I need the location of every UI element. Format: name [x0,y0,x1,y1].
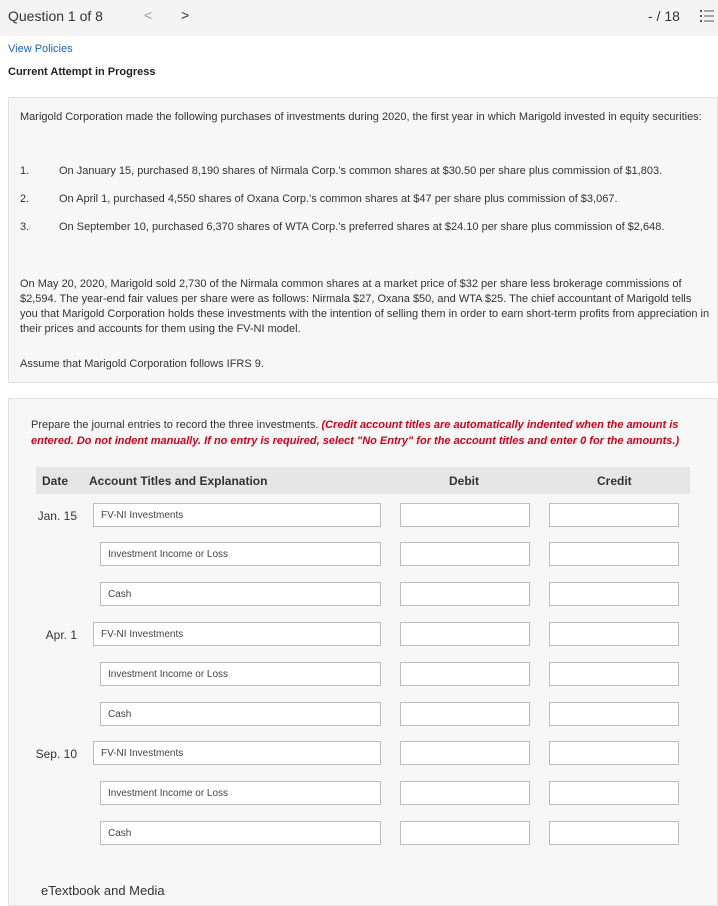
next-question-button[interactable]: > [181,7,190,23]
entry-date: Jan. 15 [37,509,77,523]
list-item-text: On April 1, purchased 4,550 shares of Oxana Corp.'s common shares at $47 per share plus commission of $3,067. [59,193,618,205]
problem-statement [8,97,718,383]
account-title-input[interactable]: FV-NI Investments [93,741,381,765]
problem-intro: Marigold Corporation made the following purchases of investments during 2020, the first year in which Marigold invested in equity securities: [20,111,702,123]
instruction-text: Prepare the journal entries to record the three investments. [31,419,319,431]
attempt-status: Current Attempt in Progress [8,66,156,78]
column-header-date: Date [42,474,69,488]
journal-entry-part [8,398,718,906]
view-policies-link[interactable]: View Policies [8,43,73,55]
credit-input[interactable] [549,622,679,646]
debit-input[interactable] [400,781,530,805]
credit-input[interactable] [549,741,679,765]
list-item-number: 3. [20,221,30,233]
debit-input[interactable] [400,582,530,606]
credit-input[interactable] [549,582,679,606]
list-item-number: 1. [20,165,30,177]
column-header-account: Account Titles and Explanation [89,474,268,488]
score-display: - / 18 [648,8,680,24]
list-icon[interactable] [700,8,714,24]
credit-input[interactable] [549,542,679,566]
problem-assumption: Assume that Marigold Corporation follows IFRS 9. [20,358,264,370]
debit-input[interactable] [400,741,530,765]
credit-input[interactable] [549,781,679,805]
account-title-input[interactable]: Investment Income or Loss [100,542,381,566]
account-title-input[interactable]: FV-NI Investments [93,622,381,646]
list-item-text: On September 10, purchased 6,370 shares of WTA Corp.'s preferred shares at $24.10 per share plus commission of $2,648. [59,221,665,233]
account-title-input[interactable]: Cash [100,582,381,606]
question-header [0,0,718,36]
account-title-input[interactable]: Investment Income or Loss [100,781,381,805]
column-header-credit: Credit [597,474,632,488]
debit-input[interactable] [400,662,530,686]
previous-question-button[interactable]: < [144,7,153,23]
debit-input[interactable] [400,622,530,646]
list-item-number: 2. [20,193,30,205]
debit-input[interactable] [400,542,530,566]
account-title-input[interactable]: FV-NI Investments [93,503,381,527]
question-counter: Question 1 of 8 [8,8,103,24]
part-instructions [31,417,701,449]
credit-input[interactable] [549,503,679,527]
entry-date: Sep. 10 [35,747,77,761]
debit-input[interactable] [400,821,530,845]
entry-date: Apr. 1 [45,628,77,642]
list-item-text: On January 15, purchased 8,190 shares of Nirmala Corp.'s common shares at $30.50 per share plus commission of $1,803. [59,165,663,177]
credit-input[interactable] [549,662,679,686]
account-title-input[interactable]: Investment Income or Loss [100,662,381,686]
column-header-debit: Debit [449,474,479,488]
etextbook-media-link[interactable]: eTextbook and Media [41,883,165,898]
instruction-note: (Credit account titles are automatically indented when the amount is entered. Do not indent manually. If no entry is required, select "No Entry" for the account titles and enter 0 for the amounts.) [31,419,680,447]
account-title-input[interactable]: Cash [100,702,381,726]
debit-input[interactable] [400,702,530,726]
credit-input[interactable] [549,702,679,726]
credit-input[interactable] [549,821,679,845]
account-title-input[interactable]: Cash [100,821,381,845]
table-header [36,467,690,494]
problem-paragraph: On May 20, 2020, Marigold sold 2,730 of the Nirmala common shares at a market price of $32 per share less brokerage commissions of $2,594. The year-end fair values per share were as follows: Nirmala $27, Oxana $50, and WTA $25. The chief accountant of Marigold tells you that Marigold Corporation holds these investments with the intention of selling them in order to earn short-term profits from appreciation in their prices and accounts for them using the FV-NI model. [20,278,710,335]
debit-input[interactable] [400,503,530,527]
